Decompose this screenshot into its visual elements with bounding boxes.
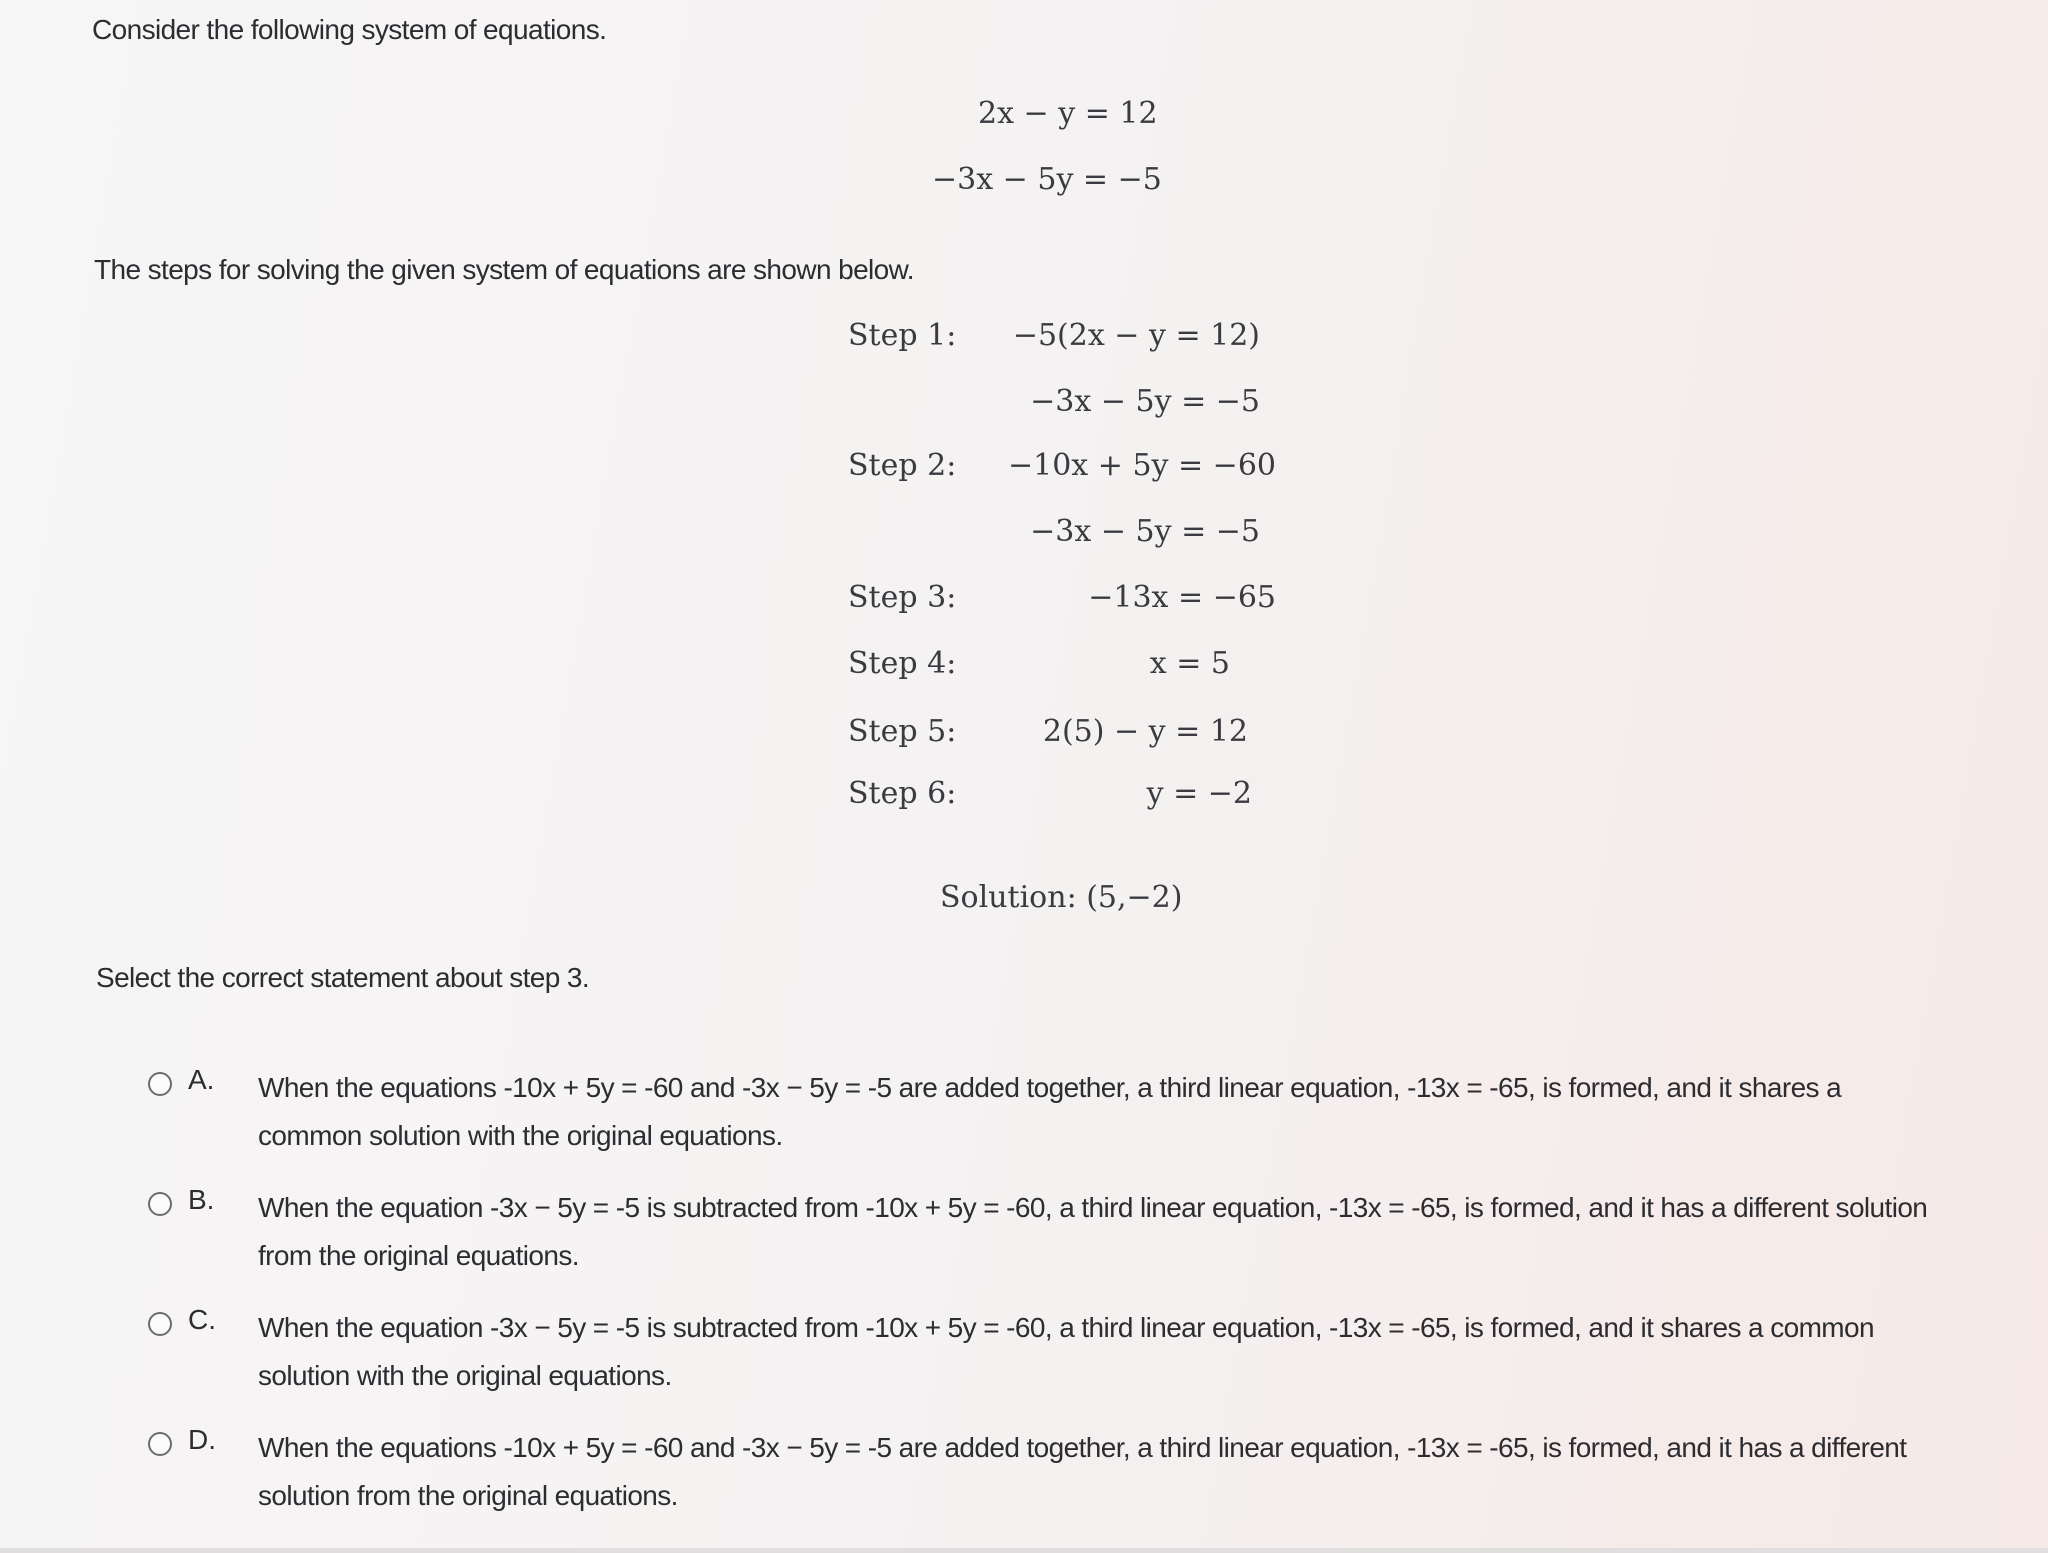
option-c-text: When the equation -3x − 5y = -5 is subtracted from -10x + 5y = -60, a third linear equation, -13x = -65, is formed, and it shares a common solution with the original equations. xyxy=(258,1312,1874,1391)
radio-d-icon[interactable] xyxy=(148,1432,172,1456)
step-4-label: Step 4: xyxy=(848,646,957,681)
option-c-letter: C. xyxy=(188,1304,216,1335)
option-b-text: When the equation -3x − 5y = -5 is subtracted from -10x + 5y = -60, a third linear equation, -13x = -65, is formed, and it has a different solution from the original equations. xyxy=(258,1192,1928,1271)
option-c[interactable] xyxy=(140,1300,1940,1400)
radio-b-icon[interactable] xyxy=(148,1192,172,1216)
prompt-text: Select the correct statement about step 3. xyxy=(96,962,590,993)
intro-text: Consider the following system of equations. xyxy=(92,14,607,45)
step-5-label: Step 5: xyxy=(848,714,957,749)
system-equation-1: 2x − y = 12 xyxy=(978,96,1158,131)
bottom-divider xyxy=(0,1548,2048,1553)
step-2-label: Step 2: xyxy=(848,448,957,483)
option-b-letter: B. xyxy=(188,1184,215,1215)
step-3-label: Step 3: xyxy=(848,580,957,615)
system-equation-2: −3x − 5y = −5 xyxy=(932,162,1162,197)
step-1-line-1: −5(2x − y = 12) xyxy=(1012,318,1260,353)
step-5-line-1: 2(5) − y = 12 xyxy=(1042,714,1248,749)
step-2-line-1: −10x + 5y = −60 xyxy=(1008,448,1276,483)
radio-c-icon[interactable] xyxy=(148,1312,172,1336)
step-6-label: Step 6: xyxy=(848,776,957,811)
solution-text: Solution: (5,−2) xyxy=(940,880,1183,915)
step-4-line-1: x = 5 xyxy=(1149,646,1230,681)
option-a-text: When the equations -10x + 5y = -60 and -3x − 5y = -5 are added together, a third linear equation, -13x = -65, is formed, and it shares a common solution with the original equations. xyxy=(258,1072,1842,1151)
step-2-line-2: −3x − 5y = −5 xyxy=(1030,514,1260,549)
option-d-text: When the equations -10x + 5y = -60 and -3x − 5y = -5 are added together, a third linear equation, -13x = -65, is formed, and it has a different solution from the original equations. xyxy=(258,1432,1907,1511)
option-d-letter: D. xyxy=(188,1424,216,1455)
step-1-label: Step 1: xyxy=(848,318,957,353)
option-d[interactable] xyxy=(140,1420,1940,1520)
step-3-line-1: −13x = −65 xyxy=(1088,580,1276,615)
step-1-line-2: −3x − 5y = −5 xyxy=(1030,384,1260,419)
radio-a-icon[interactable] xyxy=(148,1072,172,1096)
steps-intro-text: The steps for solving the given system of equations are shown below. xyxy=(94,254,914,285)
option-b[interactable] xyxy=(140,1180,1940,1280)
option-a-letter: A. xyxy=(188,1064,215,1095)
step-6-line-1: y = −2 xyxy=(1146,776,1252,811)
option-a[interactable] xyxy=(140,1060,1940,1160)
